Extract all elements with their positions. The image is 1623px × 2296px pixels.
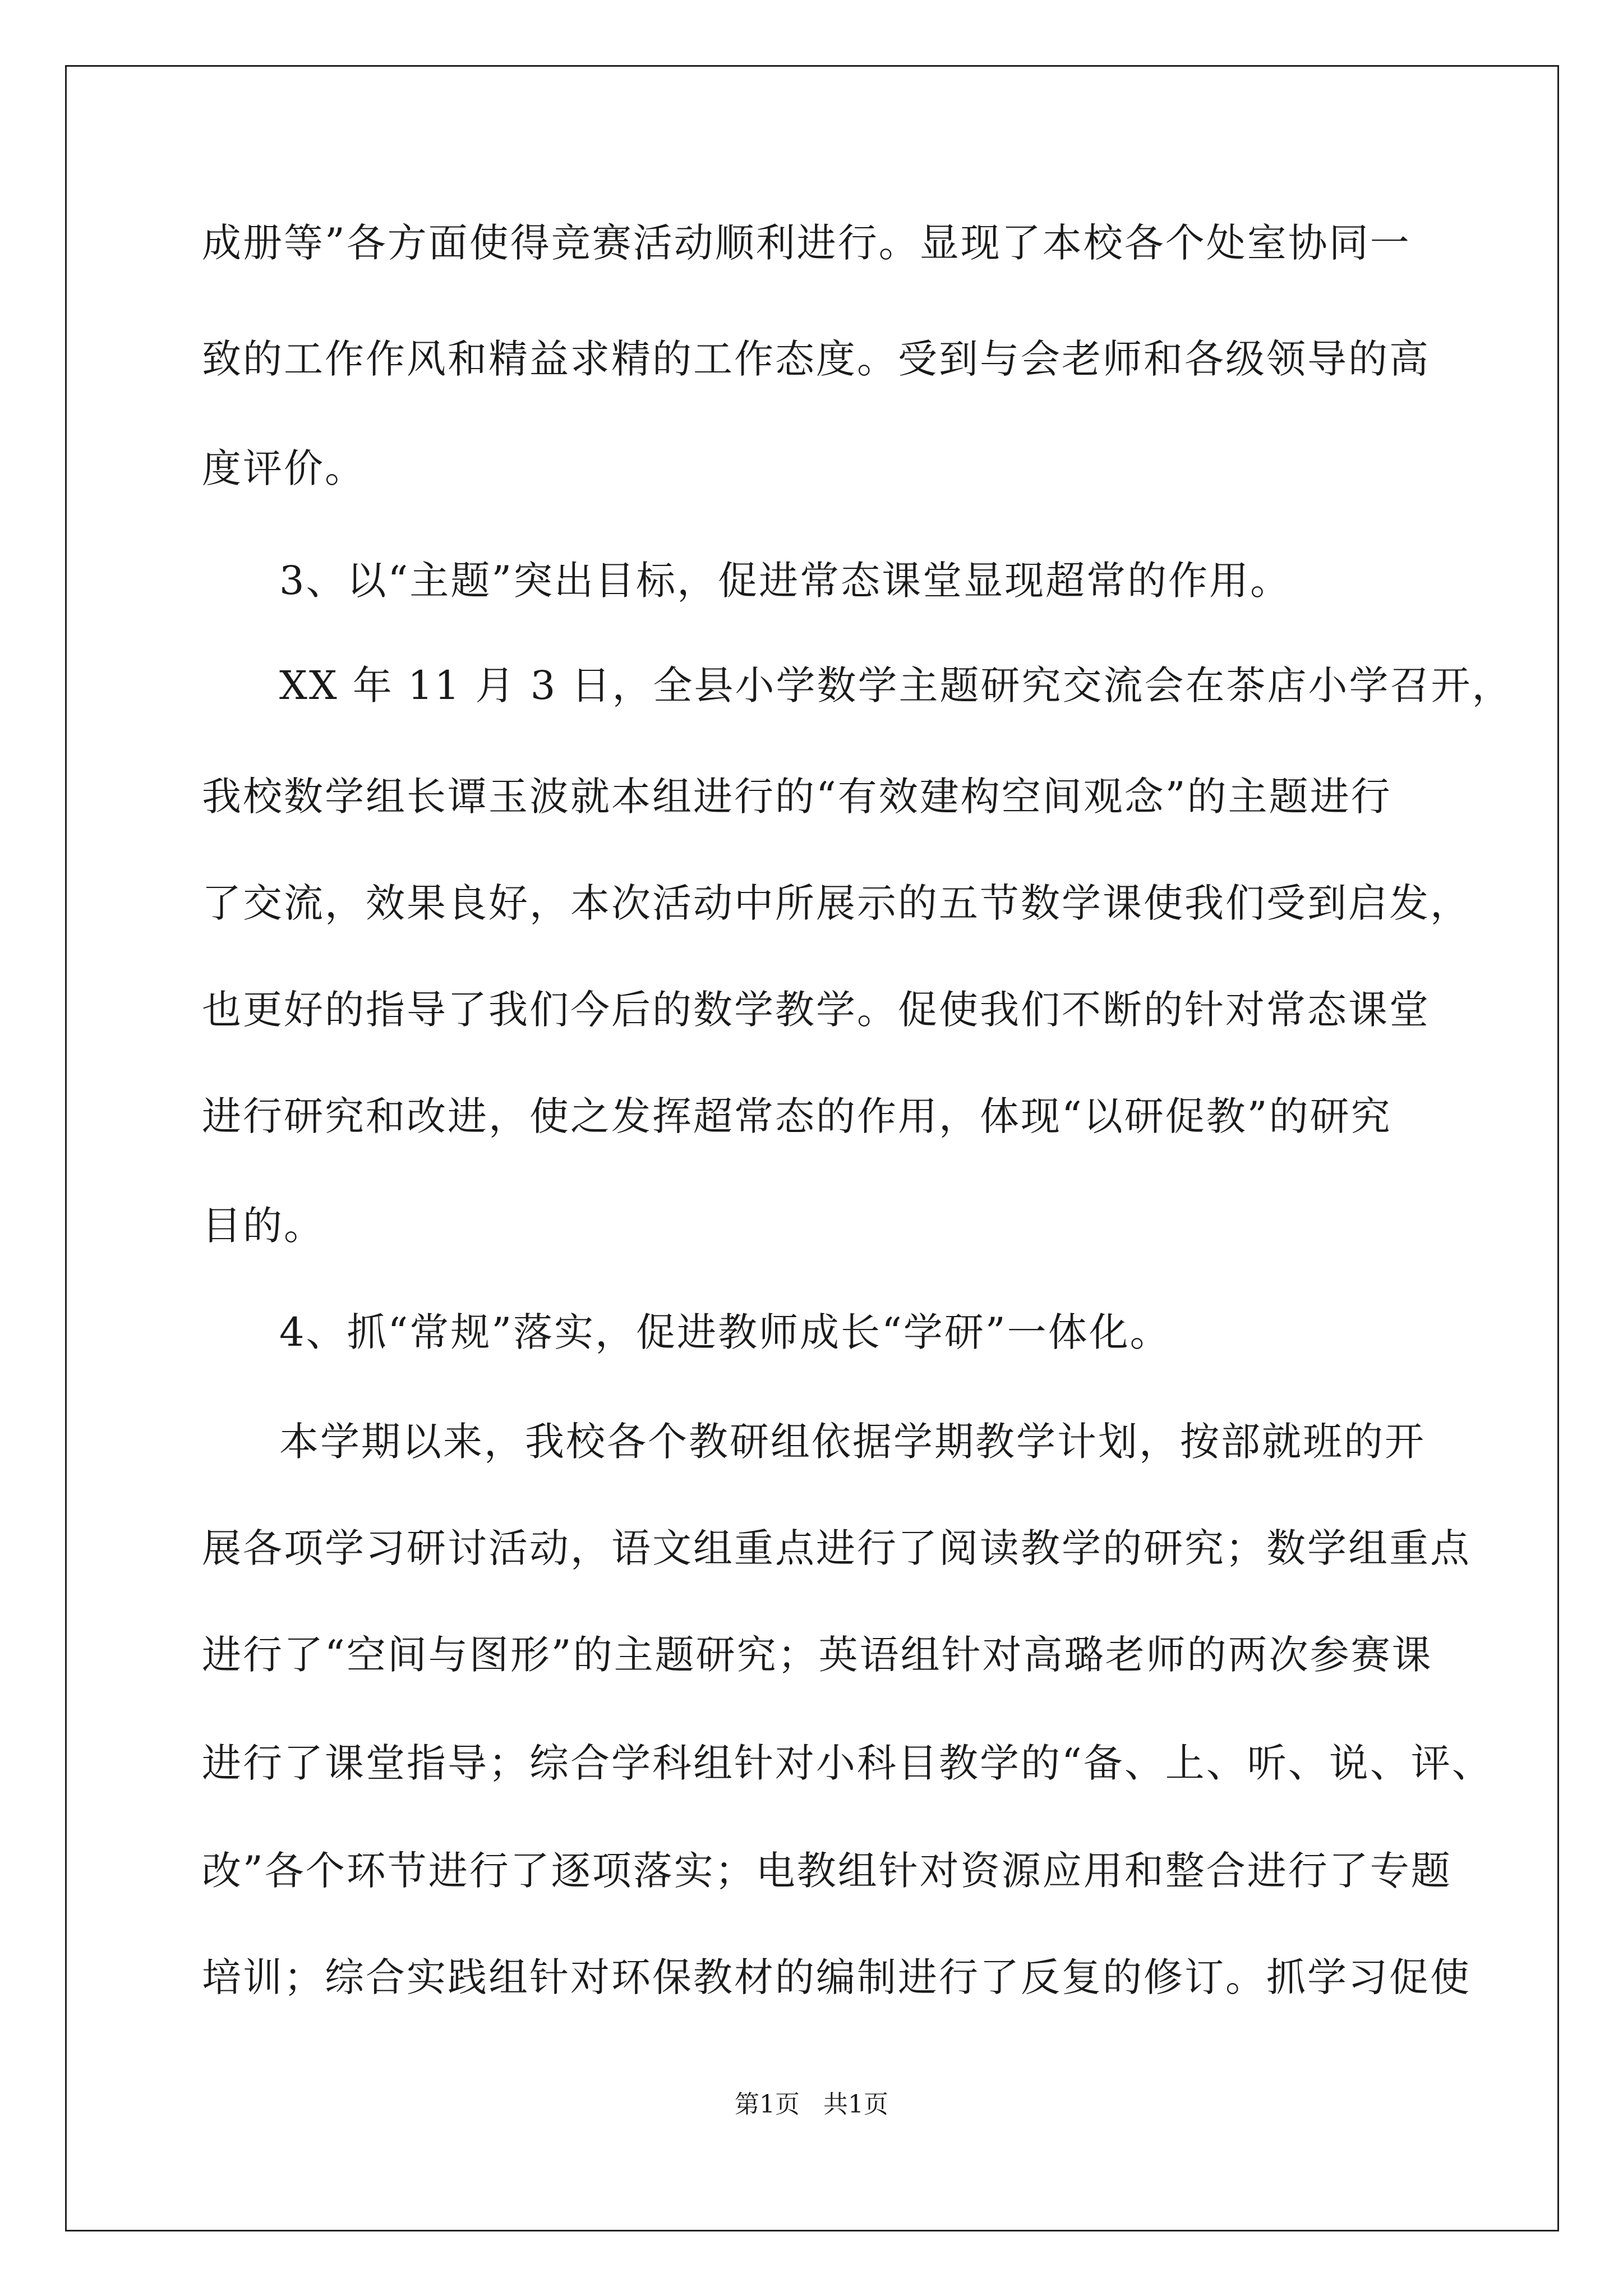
body-text-line: 培训；综合实践组针对环保教材的编制进行了反复的修订。抓学习促使 — [202, 1954, 1471, 2000]
body-text-line: 改”各个环节进行了逐项落实；电教组针对资源应用和整合进行了专题 — [202, 1848, 1452, 1894]
body-text-line: 了交流，效果良好，本次活动中所展示的五节数学课使我们受到启发， — [202, 880, 1471, 926]
page-border — [65, 65, 1559, 2231]
body-text-line: 本学期以来，我校各个教研组依据学期教学计划，按部就班的开 — [279, 1419, 1426, 1465]
body-text-line: 致的工作作风和精益求精的工作态度。受到与会老师和各级领导的高 — [202, 336, 1430, 382]
body-text-line: 成册等”各方面使得竞赛活动顺利进行。显现了本校各个处室协同一 — [202, 220, 1411, 266]
section-heading: 4、抓“常规”落实，促进教师成长“学研”一体化。 — [279, 1309, 1171, 1355]
page-footer: 第1页 共1页 — [735, 2090, 888, 2119]
body-text-line: XX 年 11 月 3 日，全县小学数学主题研究交流会在茶店小学召开， — [279, 662, 1513, 708]
body-text-line: 展各项学习研讨活动，语文组重点进行了阅读教学的研究；数学组重点 — [202, 1525, 1471, 1571]
body-text-line: 进行了课堂指导；综合学科组针对小科目教学的“备、上、听、说、评、 — [202, 1740, 1493, 1786]
body-text-line: 目的。 — [202, 1203, 325, 1249]
body-text-line: 我校数学组长谭玉波就本组进行的“有效建构空间观念”的主题进行 — [202, 774, 1392, 820]
body-text-line: 也更好的指导了我们今后的数学教学。促使我们不断的针对常态课堂 — [202, 987, 1430, 1033]
body-text-line: 进行了“空间与图形”的主题研究；英语组针对高璐老师的两次参赛课 — [202, 1632, 1433, 1678]
section-heading: 3、以“主题”突出目标，促进常态课堂显现超常的作用。 — [279, 558, 1292, 604]
body-text-line: 度评价。 — [202, 445, 366, 491]
body-text-line: 进行研究和改进，使之发挥超常态的作用，体现“以研促教”的研究 — [202, 1093, 1392, 1139]
